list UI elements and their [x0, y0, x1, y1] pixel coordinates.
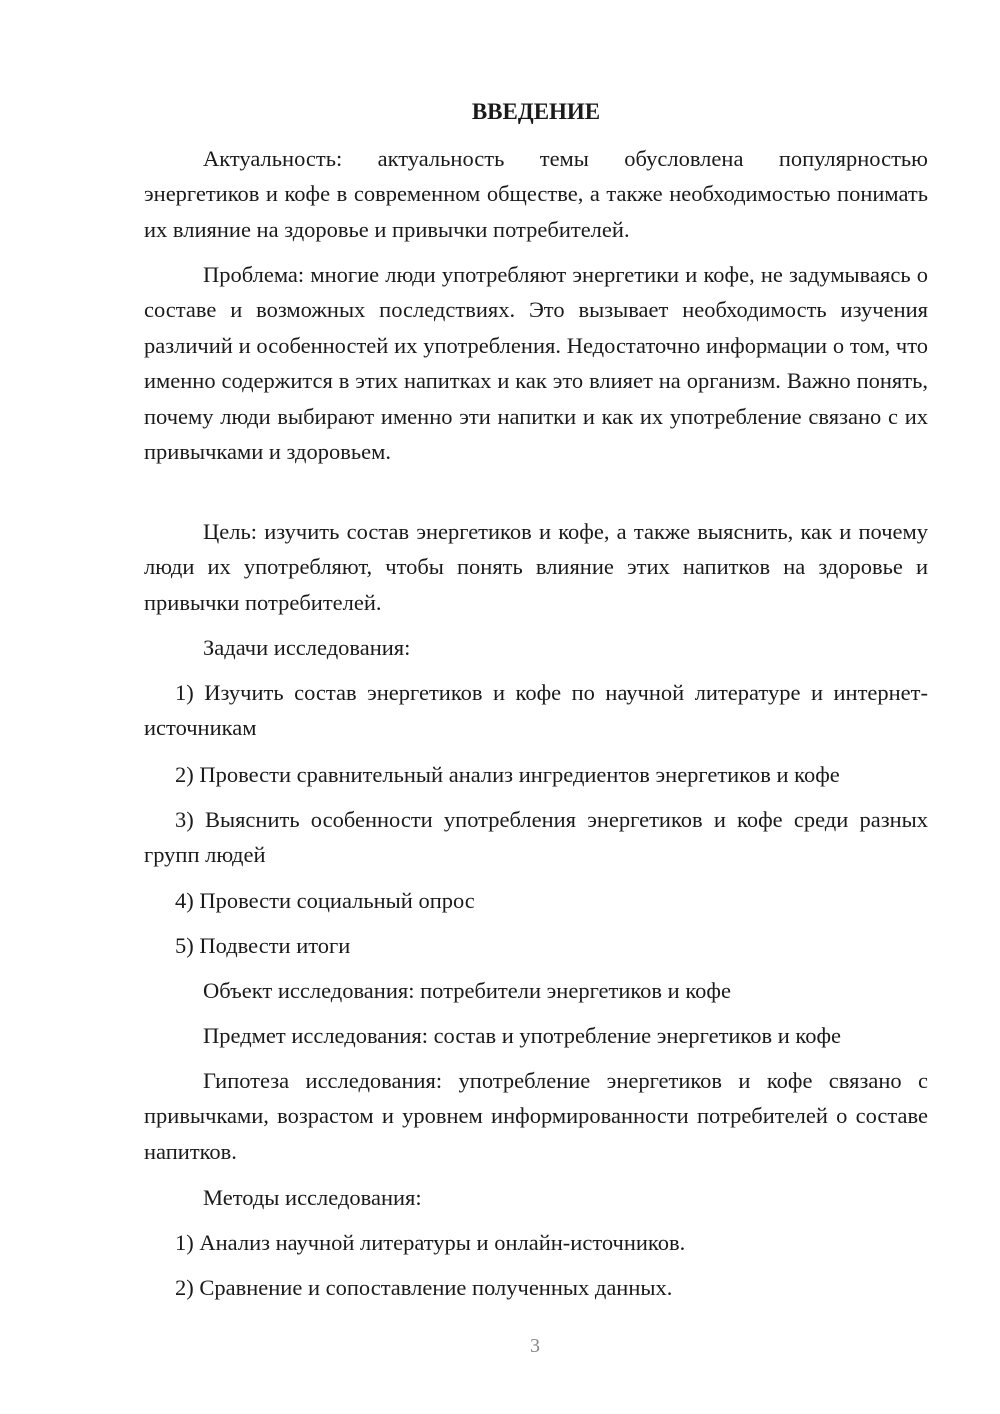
methods-heading: Методы исследования:: [203, 1185, 422, 1210]
task-item-5: 5) Подвести итоги: [175, 933, 351, 958]
method-item-2: 2) Сравнение и сопоставление полученных данных.: [175, 1275, 673, 1300]
task-item-2: 2) Провести сравнительный анализ ингредиентов энергетиков и кофе: [175, 762, 840, 787]
paragraph-hypothesis: Гипотеза исследования: употребление энергетиков и кофе связано с привычками, возрастом и уровнем информированности потребителей о составе напитков.: [144, 1068, 928, 1164]
paragraph-subject: Предмет исследования: состав и употребление энергетиков и кофе: [203, 1023, 842, 1048]
paragraph-relevance: Актуальность: актуальность темы обусловлена популярностью энергетиков и кофе в современном обществе, а также необходимостью понимать их влияние на здоровье и привычки потребителей.: [144, 146, 928, 242]
paragraph-problem: Проблема: многие люди употребляют энергетики и кофе, не задумываясь о составе и возможных последствиях. Это вызывает необходимость изучения различий и особенностей их употребления. Недостаточно информации о том, что именно содержится в этих напитках и как это влияет на организм. Важно понять, почему люди выбирают именно эти напитки и как их употребление связано с их привычками и здоровьем.: [144, 262, 928, 465]
task-item-3: 3) Выяснить особенности употребления энергетиков и кофе среди разных групп людей: [144, 807, 928, 868]
paragraph-goal: Цель: изучить состав энергетиков и кофе, а также выяснить, как и почему люди их употребляют, чтобы понять влияние этих напитков на здоровье и привычки потребителей.: [144, 519, 928, 615]
paragraph-object: Объект исследования: потребители энергетиков и кофе: [203, 978, 731, 1003]
method-item-1: 1) Анализ научной литературы и онлайн-источников.: [175, 1230, 686, 1255]
page-number: 3: [530, 1335, 540, 1357]
task-item-4: 4) Провести социальный опрос: [175, 888, 475, 913]
task-item-1: 1) Изучить состав энергетиков и кофе по научной литературе и интернет-источникам: [144, 680, 928, 741]
tasks-heading: Задачи исследования:: [203, 635, 411, 660]
section-title: ВВЕДЕНИЕ: [471, 99, 601, 124]
